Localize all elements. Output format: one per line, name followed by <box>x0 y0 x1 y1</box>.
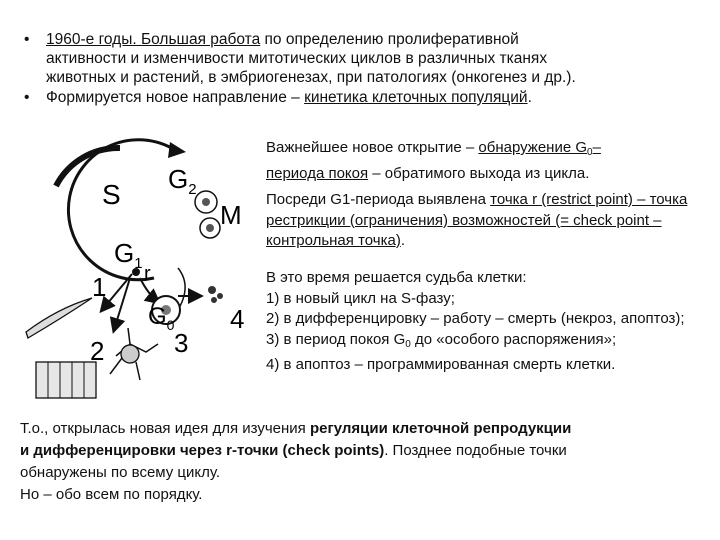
fate-intro: В это время решается судьба клетки: <box>266 269 527 286</box>
discovery-paragraph: Важнейшее новое открытие – обнаружение $G_0-$ периода покоя – обратимого выхода из цикла. <box>266 139 601 182</box>
cell-cycle-diagram <box>18 118 262 418</box>
label-3: 3 <box>174 328 189 358</box>
conclusion-paragraph: Т.о., открылась новая идея для изучения регуляции клеточной репродукции и дифференцировки через r-точки (check points). Позднее подобные точки обнаружены по всему циклу. Но – обо всем по порядку. <box>20 420 572 503</box>
neuron-body <box>121 345 139 363</box>
fate-item-4: 4) в апоптоз – программированная смерть клетки. <box>266 356 616 373</box>
epithelium-cells <box>36 362 96 398</box>
discovery-g0-link: обнаружение $G_0-$ <box>478 139 601 158</box>
rest-period-link: периода покоя <box>266 164 369 182</box>
bullet-1960s-underlined: 1960-е годы. Большая работа <box>46 31 261 48</box>
apoptotic-cell-3 <box>211 297 217 303</box>
restriction-point-link: точка r (restrict point) – точка рестрикции (ограничения) возможностей (= check point – контрольная точка) <box>266 191 688 249</box>
cycle-arrowhead <box>168 142 186 158</box>
bullet-marker: • <box>24 31 30 48</box>
bullet-1960s-line3: животных и растений, в эмбриогенезах, при патологиях (онкогенез и др.). <box>46 69 576 86</box>
bullet-1960s-line2: активности и изменчивости митотических циклов в различных тканях <box>46 50 548 67</box>
apoptotic-cell-2 <box>217 293 223 299</box>
fate-item-1: 1) в новый цикл на S-фазу; <box>266 289 455 307</box>
bullet-kinetics-text: Формируется новое направление – <box>46 89 305 106</box>
mitosis-chromosomes-1 <box>202 198 210 206</box>
restriction-paragraph: Посреди G1-периода выявлена точка r (restrict point) – точка рестрикции (ограничения) возможностей (= check point – контрольная точка). <box>266 191 688 249</box>
arrow-to-1 <box>102 274 132 310</box>
label-g1: $G_1$ <box>114 238 143 272</box>
fate-list <box>266 268 710 376</box>
apoptotic-cell-1 <box>208 286 216 294</box>
mitosis-chromosomes-2 <box>206 224 214 232</box>
label-2: 2 <box>90 336 105 366</box>
bullet-1960s-text: по определению пролиферативной <box>260 31 519 48</box>
label-1: 1 <box>92 272 107 302</box>
bullet-marker: • <box>24 89 30 106</box>
label-s: S <box>102 179 121 210</box>
spindle-cell <box>26 298 92 338</box>
bullet-kinetics-link: кинетика клеточных популяций <box>304 89 528 106</box>
label-4: 4 <box>230 304 245 334</box>
label-m: M <box>220 200 242 230</box>
label-r: r <box>144 263 151 285</box>
label-g2: $G_2$ <box>168 164 197 198</box>
label-g0: $G_0$ <box>148 303 175 333</box>
fate-item-2: 2) в дифференцировку – работу – смерть (некроз, апоптоз); <box>266 310 685 327</box>
fate-item-3: 3) в период покоя $G_0$ до «особого распоряжения»; <box>266 330 617 350</box>
